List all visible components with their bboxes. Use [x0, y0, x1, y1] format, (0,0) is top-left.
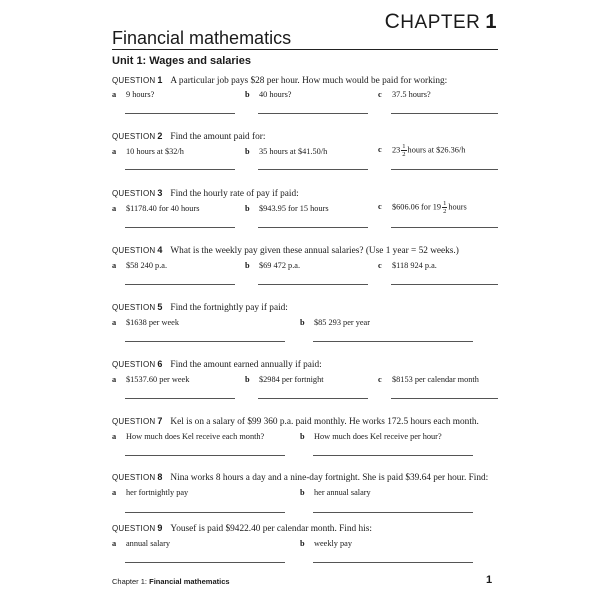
- title-divider: [112, 49, 498, 50]
- page-number: 1: [486, 574, 493, 586]
- page-footer: [112, 577, 230, 586]
- question-2-part-c: c 23 $\frac{1}{2}$ hours at $26.36/h: [378, 143, 466, 158]
- question-8-heading: QUESTION 8 Nina works 8 hours a day and a nine-day fortnight. She is paid $39.64 per hour. Find:: [112, 472, 489, 483]
- question-1-part-c: c 37.5 hours?: [378, 90, 431, 99]
- answer-line[interactable]: [125, 227, 235, 228]
- question-1-part-a: a 9 hours?: [112, 90, 155, 99]
- question-4-part-c: c $118 924 p.a.: [378, 261, 437, 270]
- question-6-part-b: b $2984 per fortnight: [245, 375, 324, 384]
- question-text: A particular job pays $28 per hour. How much would be paid for working:: [170, 76, 448, 86]
- answer-line[interactable]: [125, 284, 235, 285]
- fraction-one-half: $\frac{1}{2}$: [402, 143, 406, 158]
- question-7-part-a: a How much does Kel receive each month?: [112, 432, 265, 441]
- answer-line[interactable]: [258, 227, 368, 228]
- answer-line[interactable]: [258, 398, 368, 399]
- answer-line[interactable]: [313, 512, 473, 513]
- question-3-part-a: a $1178.40 for 40 hours: [112, 204, 200, 213]
- question-2-part-b: b 35 hours at $41.50/h: [245, 147, 328, 156]
- question-8-part-a: a her fortnightly pay: [112, 488, 189, 497]
- question-9-heading: QUESTION 9 Yousef is paid $9422.40 per calendar month. Find his:: [112, 523, 372, 534]
- answer-line[interactable]: [391, 169, 498, 170]
- question-7-part-b: b How much does Kel receive per hour?: [300, 432, 442, 441]
- unit-title: Unit 1: Wages and salaries: [112, 55, 251, 67]
- fraction-one-half: $\frac{1}{2}$: [443, 200, 447, 215]
- answer-line[interactable]: [313, 562, 473, 563]
- answer-line[interactable]: [258, 284, 368, 285]
- question-5-heading: QUESTION 5 Find the fortnightly pay if paid:: [112, 302, 288, 313]
- question-5-part-b: b $85 293 per year: [300, 318, 370, 327]
- footer-chapter-label: Chapter 1:: [112, 577, 148, 586]
- question-6-part-a: a $1537.60 per week: [112, 375, 190, 384]
- answer-line[interactable]: [258, 113, 368, 114]
- question-1-heading: [112, 75, 447, 86]
- question-3-part-b: b $943.95 for 15 hours: [245, 204, 329, 213]
- question-2-heading: QUESTION 2 Find the amount paid for:: [112, 131, 266, 142]
- answer-line[interactable]: [313, 455, 473, 456]
- question-number: 1: [157, 75, 163, 85]
- chapter-number: 1: [485, 11, 497, 33]
- question-4-part-b: b $69 472 p.a.: [245, 261, 301, 270]
- question-6-heading: QUESTION 6 Find the amount earned annually if paid:: [112, 359, 322, 370]
- answer-line[interactable]: [125, 113, 235, 114]
- question-9-part-a: a annual salary: [112, 539, 171, 548]
- chapter-first-letter: C: [384, 10, 401, 33]
- answer-line[interactable]: [391, 284, 498, 285]
- question-8-part-b: b her annual salary: [300, 488, 371, 497]
- answer-line[interactable]: [391, 398, 498, 399]
- answer-line[interactable]: [258, 169, 368, 170]
- question-3-part-c: c $606.06 for 19 $\frac{1}{2}$ hours: [378, 200, 467, 215]
- answer-line[interactable]: [313, 341, 473, 342]
- chapter-title: Financial mathematics: [112, 28, 292, 48]
- question-2-part-a: a 10 hours at $32/h: [112, 147, 184, 156]
- chapter-word: HAPTER: [400, 12, 481, 33]
- question-5-part-a: a $1638 per week: [112, 318, 179, 327]
- question-3-heading: QUESTION 3 Find the hourly rate of pay if paid:: [112, 188, 299, 199]
- question-7-heading: QUESTION 7 Kel is on a salary of $99 360 p.a. paid monthly. He works 172.5 hours each month.: [112, 416, 479, 427]
- answer-line[interactable]: [125, 169, 235, 170]
- answer-line[interactable]: [125, 512, 285, 513]
- answer-line[interactable]: [125, 455, 285, 456]
- chapter-heading: [385, 10, 497, 34]
- question-4-part-a: a $58 240 p.a.: [112, 261, 168, 270]
- question-1-part-b: b 40 hours?: [245, 90, 292, 99]
- answer-line[interactable]: [125, 562, 285, 563]
- question-6-part-c: c $8153 per calendar month: [378, 375, 479, 384]
- answer-line[interactable]: [125, 341, 285, 342]
- answer-line[interactable]: [391, 227, 498, 228]
- footer-chapter-title: Financial mathematics: [149, 577, 230, 586]
- question-9-part-b: b weekly pay: [300, 539, 353, 548]
- question-4-heading: QUESTION 4 What is the weekly pay given these annual salaries? (Use 1 year = 52 weeks.): [112, 245, 459, 256]
- answer-line[interactable]: [125, 398, 235, 399]
- answer-line[interactable]: [391, 113, 498, 114]
- question-word: QUESTION: [112, 76, 156, 85]
